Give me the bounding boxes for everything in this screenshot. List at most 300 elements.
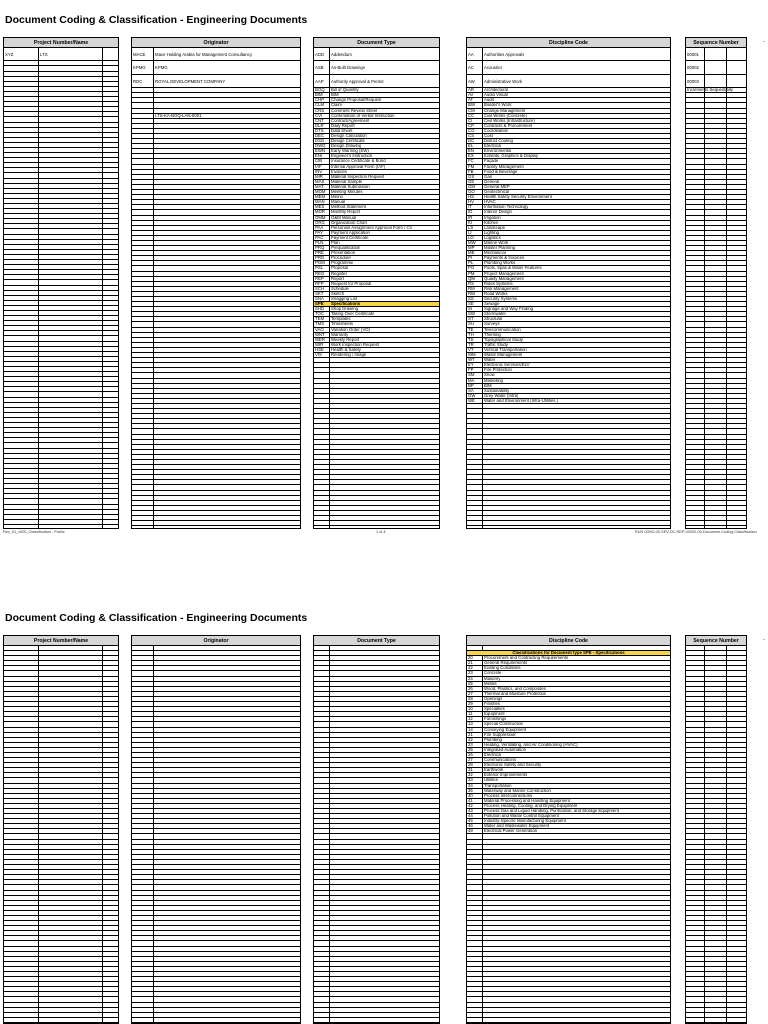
code-cell: SKT — [315, 291, 324, 296]
code-cell: 29 — [468, 702, 473, 707]
name-cell: Industry-Specific Manufacturing Equipment — [484, 819, 566, 824]
name-cell: Waterway and Marine Construction — [484, 788, 551, 793]
name-cell: Marketing — [484, 378, 503, 383]
sequence-row — [686, 48, 746, 61]
name-cell: Lighting — [484, 230, 500, 235]
name-cell: Manual — [331, 200, 346, 205]
code-cell: MOM — [315, 190, 326, 195]
code-cell: INV — [315, 169, 323, 174]
code-cell: DEC — [315, 134, 325, 139]
code-cell: SS — [468, 297, 474, 302]
code-cell: RDC — [133, 78, 143, 84]
name-cell: Mechanical — [484, 251, 506, 256]
code-cell: 20 — [468, 656, 473, 661]
code-cell: 41 — [468, 798, 473, 803]
code-cell: FC — [468, 159, 474, 164]
code-cell: SM — [468, 373, 475, 378]
sequence-column-2 — [685, 635, 747, 1024]
name-cell: Memo — [331, 195, 343, 200]
name-cell: As-Built Drawings — [331, 65, 365, 71]
code-cell: IR — [468, 215, 473, 220]
code-cell: LI — [468, 230, 472, 235]
edge-mark: - — [763, 39, 765, 45]
name-cell: Weekly Report — [331, 337, 360, 342]
code-cell: AV — [468, 93, 474, 98]
name-cell: Monthly Report — [331, 210, 361, 215]
code-cell: EL — [468, 144, 474, 149]
name-cell: KPMG — [155, 65, 168, 71]
code-cell: SA — [468, 388, 474, 393]
name-cell: 00002 — [687, 65, 699, 71]
name-cell: Project Management — [484, 271, 524, 276]
footer-left: Rev_01_v000_Classification - Public — [3, 530, 65, 534]
name-cell: HVAC — [484, 200, 496, 205]
code-cell: CLM — [315, 103, 325, 108]
code-cell: BOQ — [315, 88, 325, 93]
footer-page-number: 1 of 4 — [376, 530, 386, 534]
name-cell: Increments Sequentially — [687, 88, 733, 93]
name-cell: Rendering / Image — [331, 353, 367, 358]
code-cell: ID — [468, 210, 473, 215]
code-cell: 13 — [468, 722, 473, 727]
name-cell: Meeting Minutes — [331, 190, 363, 195]
name-cell: Theming — [484, 332, 501, 337]
name-cell: Traffic Study — [484, 342, 508, 347]
name-cell: Plan — [331, 240, 340, 245]
originator-header-2: Originator — [132, 636, 300, 646]
name-cell: Structural — [484, 317, 503, 322]
empty-row — [686, 1018, 746, 1023]
name-cell: Electronic Safety and Security — [484, 763, 542, 768]
code-cell: TR — [468, 342, 474, 347]
name-cell: District Cooling — [484, 139, 513, 144]
name-cell: Sustainability — [484, 388, 510, 393]
code-cell: CO — [468, 128, 475, 133]
code-cell: XYZ — [5, 52, 14, 57]
discipline-column-2 — [466, 635, 671, 1024]
name-cell: Sketch — [331, 291, 345, 296]
name-cell: Bill of Quantity — [331, 88, 359, 93]
code-cell: RS — [468, 281, 474, 286]
code-cell: IAF — [315, 164, 322, 169]
name-cell: Authority Approval & Permit — [331, 78, 384, 84]
name-cell: Method Statement — [331, 205, 367, 210]
name-cell: Daily Report — [331, 123, 355, 128]
code-cell: GW — [468, 393, 476, 398]
name-cell: Snagging List — [331, 297, 358, 302]
name-cell: Material Inspection Request — [331, 174, 385, 179]
code-cell: SU — [468, 322, 474, 327]
name-cell: Irrigation — [484, 215, 501, 220]
code-cell: TE — [468, 327, 474, 332]
name-cell: Information Technology — [484, 205, 529, 210]
name-cell: Finishes — [484, 702, 501, 707]
code-cell: ME — [468, 251, 475, 256]
originator-column-2 — [131, 635, 301, 1024]
code-cell: PRQ — [315, 246, 325, 251]
name-cell: Communications — [484, 758, 517, 763]
code-cell: 26 — [468, 686, 473, 691]
name-cell: Contract/Agreement — [331, 118, 370, 123]
project-header-2: Project Number/Name — [4, 636, 118, 646]
code-cell: SPE — [315, 302, 324, 307]
name-cell: Process Gas and Liquid Handling, Purification, and Storage Equipment — [484, 809, 619, 813]
name-cell: Design Certificate — [331, 139, 365, 144]
name-cell: Waste Management — [484, 353, 523, 358]
name-cell: Administrative Work — [484, 78, 523, 84]
sequence-row — [686, 61, 746, 74]
spec-classification-heading: Classifications for Document type SPE - Specifications — [467, 651, 670, 656]
code-cell: RW — [468, 291, 476, 296]
name-cell: Architectural — [484, 88, 508, 93]
code-cell: 27 — [468, 691, 473, 696]
name-cell: Quality Management — [484, 276, 524, 281]
code-cell: MAT — [315, 184, 324, 189]
empty-row — [132, 1018, 300, 1023]
name-cell: Mace Holding Arabia for Management Consultancy — [155, 52, 252, 57]
code-cell: CIB — [315, 159, 323, 164]
code-cell: 22 — [468, 666, 473, 671]
sequence-header-2: Sequence Number — [686, 636, 746, 646]
name-cell: Taking Over Certificate — [331, 312, 375, 317]
discipline-header-2: Discipline Code — [467, 636, 670, 646]
name-cell: Builder's Work — [484, 103, 512, 108]
code-cell: MP — [468, 246, 475, 251]
name-cell: Environmental — [484, 149, 512, 154]
code-cell: VAO — [315, 327, 324, 332]
code-cell: 46 — [468, 824, 473, 829]
code-cell: KI — [468, 220, 473, 225]
name-cell: Gas — [484, 174, 492, 179]
project-column-2 — [3, 635, 119, 1024]
code-cell: MAN — [315, 200, 325, 205]
code-cell: 23 — [468, 742, 473, 747]
name-cell: Marine Work — [484, 240, 509, 245]
code-cell: VT — [468, 347, 474, 352]
name-cell: Water and Wastewater Equipment — [484, 824, 550, 829]
name-cell: Request for Proposal — [331, 281, 372, 286]
name-cell: Surveys — [484, 322, 500, 327]
name-cell: Specialties — [484, 707, 505, 712]
code-cell: TMS — [315, 322, 325, 327]
code-cell: ADD — [315, 52, 325, 57]
name-cell: Electrical Power Generation — [484, 829, 538, 834]
code-cell: WM — [468, 353, 476, 358]
code-cell: CC — [468, 113, 475, 118]
code-cell: SI — [468, 307, 473, 312]
code-cell: 10 — [468, 707, 473, 712]
name-cell: Pools, Spas & Water Features — [484, 266, 542, 271]
code-cell: PGM — [315, 261, 325, 266]
name-cell: Integrated Automation — [484, 747, 527, 752]
name-cell: Payments & Invoices — [484, 256, 525, 261]
name-cell: Audio Visual — [484, 93, 508, 98]
code-cell: CM — [468, 108, 475, 113]
name-cell: Prequalification — [331, 246, 361, 251]
discipline-row — [467, 75, 670, 88]
name-cell: Conveying Equipment — [484, 727, 527, 732]
code-cell: PL — [468, 261, 474, 266]
name-cell: Acoustics — [484, 65, 503, 71]
name-cell: General MEP — [484, 184, 510, 189]
code-cell: EN — [468, 149, 474, 154]
code-cell: OMM — [315, 215, 326, 220]
name-cell: Wood, Plastics, and Composites — [484, 686, 546, 691]
name-cell: Electronic Services/ELV — [484, 363, 530, 368]
name-cell: LTS — [40, 52, 48, 57]
code-cell: 23 — [468, 671, 473, 676]
name-cell: BIM — [331, 93, 339, 98]
code-cell: GM — [468, 184, 475, 189]
name-cell: Coordination — [484, 128, 509, 133]
code-cell: WE — [468, 398, 475, 403]
name-cell: Pollution and Waste Control Equipment — [484, 814, 559, 819]
code-cell: CP — [468, 123, 474, 128]
name-cell: Register — [331, 271, 348, 276]
name-cell: Exterior Improvements — [484, 773, 528, 778]
code-cell: 48 — [468, 829, 473, 834]
name-cell: Food & Beverage — [484, 169, 518, 174]
name-cell: Metals — [484, 681, 497, 686]
name-cell: Health & Safety — [331, 347, 361, 352]
name-cell: Cost — [484, 134, 493, 139]
name-cell: Process Heating, Cooling, and Drying Equipment — [484, 803, 578, 808]
page-title: Document Coding & Classification - Engineering Documents — [5, 14, 308, 26]
name-cell: Kitchen — [484, 220, 499, 225]
name-cell: Internal Approval Form (IAF) — [331, 164, 386, 169]
name-cell: Change Management — [484, 108, 526, 113]
code-cell: EWN — [315, 149, 326, 154]
code-cell: BW — [468, 103, 475, 108]
code-cell: CRS — [315, 108, 325, 113]
originator-row — [132, 48, 300, 61]
code-cell: MACE — [133, 52, 146, 57]
name-cell: Contracts & Procurement — [484, 123, 533, 128]
code-cell: PAC — [315, 235, 324, 240]
originator-row — [132, 61, 300, 74]
code-cell: PM — [468, 271, 475, 276]
doc-type-row — [314, 61, 439, 74]
name-cell: Snow — [484, 373, 495, 378]
code-cell: TS — [468, 337, 474, 342]
name-cell: Templates — [331, 317, 351, 322]
sequence-column — [685, 37, 747, 529]
originator-row — [132, 75, 300, 88]
code-cell: 22 — [468, 737, 473, 742]
code-cell: TOC — [315, 312, 324, 317]
code-cell: CNT — [315, 118, 324, 123]
empty-row — [4, 1018, 118, 1023]
name-cell: Insurance Certificate & Bond — [331, 159, 386, 164]
code-cell: GS — [468, 174, 475, 179]
empty-row — [314, 521, 439, 526]
code-cell: 28 — [468, 763, 473, 768]
name-cell: Authorities Approvals — [484, 52, 525, 57]
code-cell: WER — [315, 337, 326, 342]
code-cell: 26 — [468, 752, 473, 757]
name-cell: Electrical — [484, 752, 502, 757]
code-cell: PI — [468, 256, 473, 261]
name-cell: Fire Protection — [484, 368, 512, 373]
sequence-header: Sequence Number — [686, 38, 746, 48]
code-cell: PAY — [315, 230, 323, 235]
name-cell: Addendum — [331, 52, 352, 57]
code-cell: SW — [468, 312, 475, 317]
name-cell: Design Drawing — [331, 144, 362, 149]
code-cell: SCH — [315, 286, 325, 291]
code-cell: PLN — [315, 240, 324, 245]
name-cell: Topographical Study — [484, 337, 523, 342]
name-cell: 00003 — [687, 78, 699, 84]
code-cell: ENI — [315, 154, 323, 159]
originator-header: Originator — [132, 38, 300, 48]
doc-type-row — [314, 48, 439, 61]
code-cell: LS — [468, 225, 474, 230]
doc-type-row — [314, 75, 439, 88]
edge-mark-2: - — [763, 637, 765, 643]
code-cell: 45 — [468, 819, 473, 824]
code-cell: 25 — [468, 681, 473, 686]
code-cell: AAP — [315, 78, 324, 84]
code-cell: SE — [468, 302, 474, 307]
code-cell: SHD — [315, 307, 325, 312]
name-cell: Openings — [484, 696, 503, 701]
name-cell: Geotechnical — [484, 190, 510, 195]
discipline-row — [467, 61, 670, 74]
code-cell: REP — [315, 276, 324, 281]
code-cell: QM — [468, 276, 475, 281]
name-cell: Utilities — [484, 778, 498, 783]
name-cell: Water and Environment (Infra-Utilities ) — [484, 398, 559, 403]
page-title-2: Document Coding & Classification - Engineering Documents — [5, 612, 308, 624]
name-cell: Engineer's Instruction — [331, 154, 373, 159]
discipline-column — [466, 37, 671, 529]
name-cell: Sewage — [484, 302, 500, 307]
code-cell: MES — [315, 205, 325, 210]
empty-row — [467, 521, 670, 526]
code-cell: TH — [468, 332, 474, 337]
name-cell: Furnishings — [484, 717, 507, 722]
code-cell: WIR — [315, 342, 324, 347]
code-cell: WNT — [315, 332, 325, 337]
name-cell: BIM — [484, 383, 492, 388]
name-cell: Timesheets — [331, 322, 354, 327]
code-cell: RFP — [315, 281, 324, 286]
code-cell: AC — [468, 65, 474, 71]
name-cell: Master Planning — [484, 246, 516, 251]
document-type-header-2: Document Type — [314, 636, 439, 646]
empty-row — [467, 1018, 670, 1023]
code-cell: 14 — [468, 727, 473, 732]
name-cell: O&M Manual — [331, 215, 357, 220]
originator-column — [131, 37, 301, 529]
code-cell: 25 — [468, 747, 473, 752]
name-cell: Material Sample — [331, 179, 363, 184]
code-cell: BIM — [315, 93, 323, 98]
code-cell: PRD — [315, 256, 325, 261]
name-cell: Transportation — [484, 783, 512, 788]
code-cell: RM — [468, 286, 475, 291]
code-cell: MIR — [315, 174, 323, 179]
project-row — [4, 48, 118, 61]
code-cell: AR — [468, 88, 474, 93]
name-cell: Change Proposal/Request — [331, 98, 382, 103]
code-cell: WT — [468, 358, 475, 363]
name-cell: Plumbing Works — [484, 261, 516, 266]
name-cell: Logistics — [484, 235, 501, 240]
name-cell: Programme — [331, 261, 354, 266]
name-cell: Risk Management — [484, 286, 519, 291]
name-cell: Data Sheet — [331, 128, 353, 133]
code-cell: 43 — [468, 809, 473, 813]
code-cell: ST — [468, 317, 474, 322]
name-cell: Design Calculation — [331, 134, 367, 139]
code-cell: DWG — [315, 144, 326, 149]
name-cell: Payment Certificate — [331, 235, 369, 240]
name-cell: Early Warning (EW) — [331, 149, 369, 154]
name-cell: Thermal and Moisture Protection — [484, 691, 547, 696]
name-cell: LTS-KA-BOQ-LAN-0001 — [155, 113, 202, 118]
code-cell: CS — [468, 134, 474, 139]
name-cell: Specifications — [331, 302, 361, 307]
code-cell: MEM — [315, 195, 326, 200]
name-cell: Telecommunication — [484, 327, 521, 332]
name-cell: Procurement and Contracting Requirements — [484, 656, 569, 661]
project-column — [3, 37, 119, 529]
name-cell: Heating, Ventilating, and Air Conditioning (HVAC) — [484, 742, 578, 747]
code-cell: 44 — [468, 814, 473, 819]
name-cell: Concrete — [484, 671, 502, 676]
code-cell: TEM — [315, 317, 325, 322]
empty-row — [314, 1018, 439, 1023]
name-cell: Security Systems — [484, 297, 518, 302]
name-cell: Landscape — [484, 225, 506, 230]
name-cell: Variation Order (VO) — [331, 327, 371, 332]
name-cell: Fire Suppression — [484, 732, 517, 737]
code-cell: AW — [468, 78, 475, 84]
code-cell: 24 — [468, 676, 473, 681]
code-cell: HSE — [315, 347, 324, 352]
code-cell: SNA — [315, 297, 324, 302]
code-cell: PO — [468, 266, 475, 271]
code-cell: EX — [468, 154, 474, 159]
name-cell: Rides Systems — [484, 281, 513, 286]
name-cell: Presentation — [331, 251, 356, 256]
code-cell: 31 — [468, 768, 473, 773]
name-cell: ROYAL DEVELOPMENT COMPANY — [155, 78, 226, 84]
code-cell: MOR — [315, 210, 326, 215]
code-cell: FP — [468, 368, 474, 373]
code-cell: 33 — [468, 778, 473, 783]
name-cell: Plumbing — [484, 737, 502, 742]
code-cell: HS — [468, 195, 474, 200]
code-cell: GO — [468, 190, 475, 195]
code-cell: HV — [468, 200, 474, 205]
footer-right: RUH-00HO-00-SEV-DC-REP-00002-00-Document Coding Classification — [635, 530, 757, 534]
name-cell: Masonry — [484, 676, 501, 681]
code-cell: 28 — [468, 696, 473, 701]
code-cell: CI — [468, 118, 473, 123]
code-cell: DSG — [315, 139, 325, 144]
name-cell: Facility Management — [484, 164, 524, 169]
name-cell: Earthwork — [484, 768, 504, 773]
code-cell: REG — [315, 271, 325, 276]
name-cell: Water — [484, 358, 496, 363]
name-cell: Invoices — [331, 169, 347, 174]
code-cell: EY — [468, 363, 474, 368]
empty-row — [132, 521, 300, 526]
code-cell: 12 — [468, 717, 473, 722]
